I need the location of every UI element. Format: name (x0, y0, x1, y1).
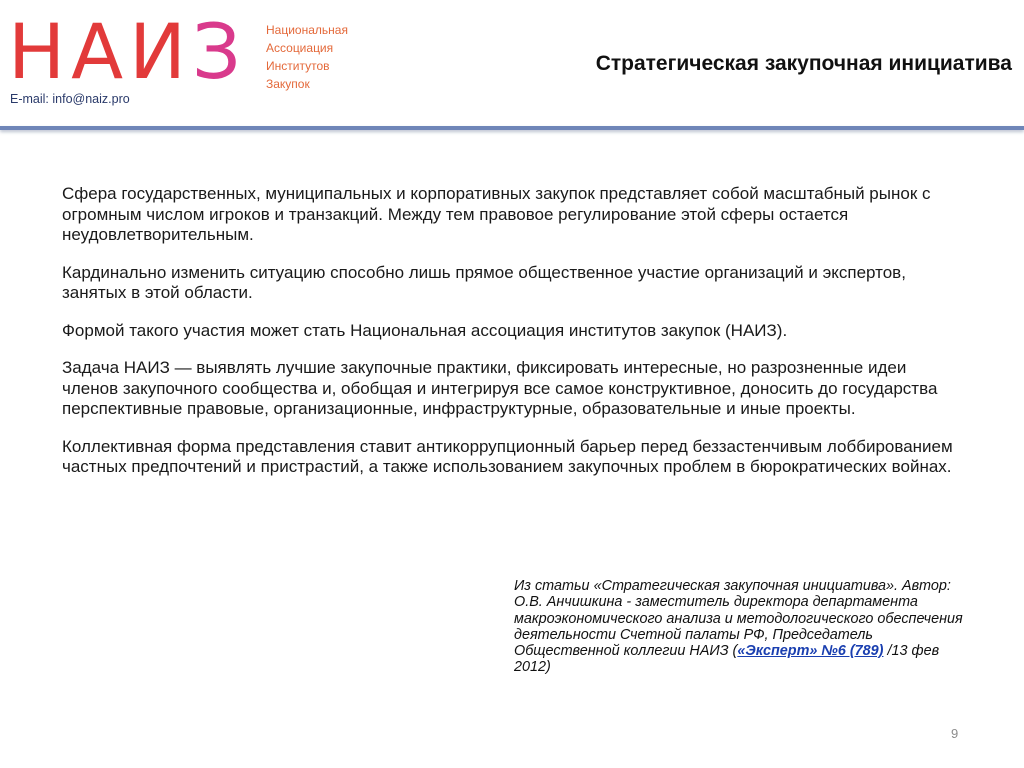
logo-caption-line-3: Институтов (266, 59, 330, 73)
header-divider (0, 126, 1024, 130)
paragraph-3: Формой такого участия может стать Национальная ассоциация институтов закупок (НАИЗ). (62, 320, 788, 340)
paragraph-4: Задача НАИЗ — выявлять лучшие закупочные практики, фиксировать интересные, но разрозненные идеи членов закупочного сообщества и, обобщая и интегрируя все самое конструктивное, доносить до государства перспективные правовые, организационные, инфраструктурные, образовательные и иные проекты. (62, 358, 938, 418)
logo-letter-z: З (192, 7, 247, 96)
citation-date: /13 фев 2012) (514, 643, 940, 676)
naiz-logo (8, 7, 247, 96)
contact-email: E-mail: info@naiz.pro (10, 92, 130, 106)
logo-caption-line-4: Закупок (266, 77, 310, 91)
paragraph-1: Сфера государственных, муниципальных и корпоративных закупок представляет собой масштабный рынок с огромным числом игроков и транзакций. Между тем правовое регулирование этой сферы остается неудовлетворительным. (62, 184, 931, 244)
source-citation (514, 578, 964, 676)
logo-caption-line-1: Национальная (266, 23, 348, 37)
page-number: 9 (951, 726, 959, 741)
slide-title: Стратегическая закупочная инициатива (595, 52, 1012, 75)
logo-caption-line-2: Ассоциация (266, 41, 334, 55)
logo-caption (266, 21, 348, 93)
logo-letters-nai: НАИ (8, 7, 192, 96)
main-text (62, 184, 962, 495)
paragraph-5: Коллективная форма представления ставит антикоррупционный барьер перед беззастенчивым лоббированием частных предпочтений и пристрастий, а также использованием закупочных проблем в бюрократических войнах. (62, 436, 953, 476)
paragraph-2: Кардинально изменить ситуацию способно лишь прямое общественное участие организаций и экспертов, занятых в этой области. (62, 262, 906, 302)
expert-magazine-link[interactable]: «Эксперт» №6 (789) (737, 643, 884, 660)
citation-text: Из статьи «Стратегическая закупочная инициатива». Автор: О.В. Анчишкина - заместитель директора департамента макроэкономического анализа и методологического обеспечения деятельности Счетной палаты РФ, Председатель Общественной коллегии НАИЗ ( (514, 578, 963, 660)
